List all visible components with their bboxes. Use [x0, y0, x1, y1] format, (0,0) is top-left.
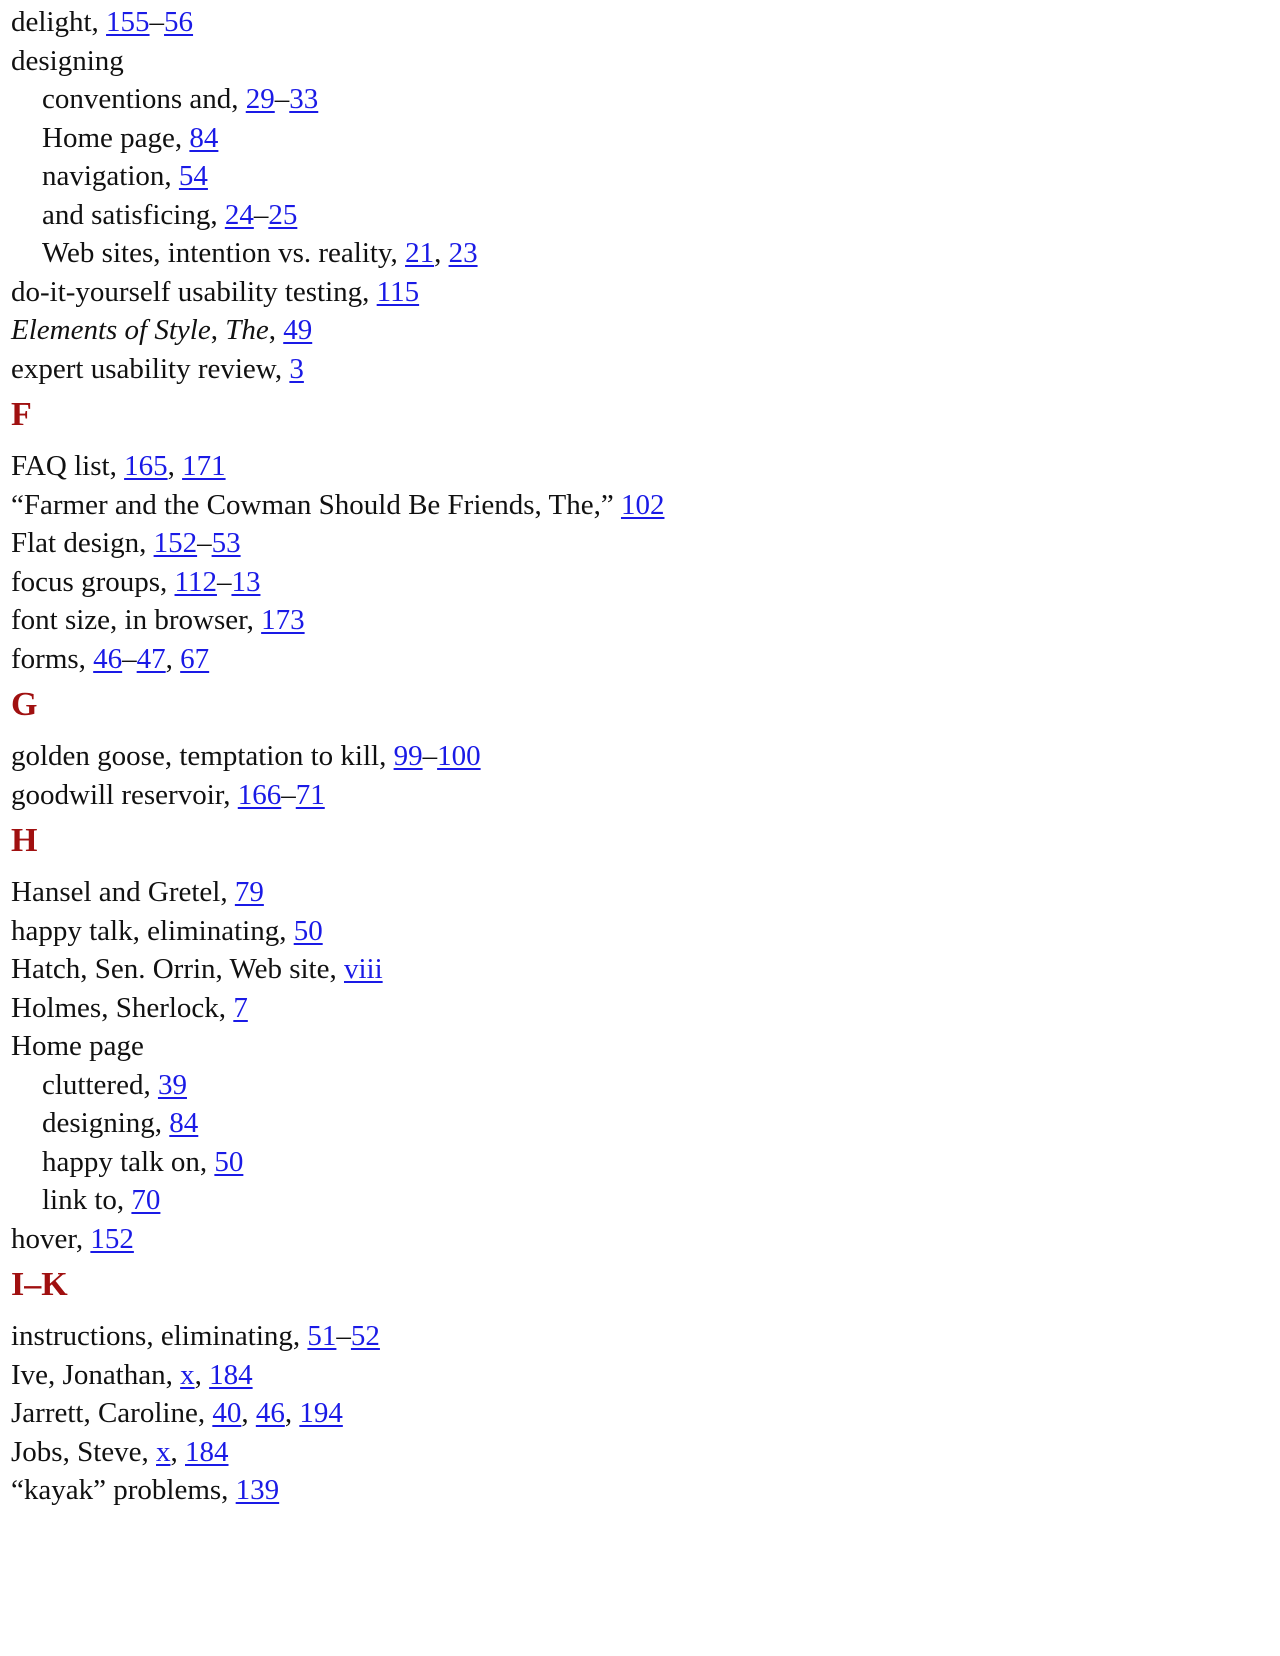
page-reference-link[interactable]: 67: [180, 642, 210, 675]
page-reference-link[interactable]: 23: [448, 237, 478, 269]
index-entry: [11, 524, 1280, 563]
page-reference-link[interactable]: 56: [164, 6, 194, 38]
page-reference-link[interactable]: 53: [211, 527, 241, 559]
index-term-text: Jarrett, Caroline,: [11, 1397, 213, 1429]
index-subentry: [11, 1143, 1280, 1182]
index-term-text: Web sites, intention vs. reality,: [42, 237, 406, 269]
index-subentry: [11, 119, 1280, 158]
index-term-text: ,: [241, 1397, 256, 1429]
index-subentry: [11, 1104, 1280, 1143]
page-reference-link[interactable]: 50: [293, 914, 323, 947]
index-term-text: and satisficing,: [42, 198, 225, 231]
index-entry: [11, 1394, 1280, 1433]
index-term-text: Hansel and Gretel,: [11, 876, 235, 908]
page-reference-link[interactable]: 115: [376, 275, 420, 308]
index-term-text: –: [422, 740, 438, 772]
index-term-text: designing: [11, 44, 124, 77]
index-term-text: –: [122, 642, 137, 675]
index-term-text: happy talk on,: [42, 1145, 215, 1178]
index-term-text: Home page,: [42, 121, 190, 154]
index-subentry: [11, 80, 1280, 119]
index-entry: [11, 3, 1280, 42]
page-reference-link[interactable]: 100: [437, 740, 481, 772]
index-term-text: ,: [284, 1397, 300, 1429]
index-term-text: Hatch, Sen. Orrin, Web site,: [11, 953, 344, 985]
index-term-text: cluttered,: [42, 1068, 158, 1101]
page-reference-link[interactable]: 184: [185, 1435, 229, 1468]
page-reference-link[interactable]: 49: [283, 314, 313, 346]
index-term-text: do-it-yourself usability testing,: [11, 275, 377, 308]
page-reference-link[interactable]: 21: [405, 237, 435, 269]
index-term-text: Jobs, Steve,: [11, 1435, 156, 1468]
index-term-text: golden goose, temptation to kill,: [11, 740, 394, 772]
index-subentry: [11, 157, 1280, 196]
page-reference-link[interactable]: 173: [261, 604, 305, 636]
index-entry: [11, 1356, 1280, 1395]
page-reference-link[interactable]: 166: [237, 778, 282, 811]
index-term-text: –: [253, 198, 269, 231]
page-reference-link[interactable]: 54: [178, 160, 208, 192]
page-reference-link[interactable]: viii: [343, 953, 383, 985]
page-reference-link[interactable]: 46: [93, 642, 123, 675]
index-entry: [11, 1220, 1280, 1259]
page-reference-link[interactable]: 39: [157, 1068, 187, 1101]
index-term-text: Home page: [11, 1030, 144, 1062]
index-entry: [11, 737, 1280, 776]
index-term-text: Holmes, Sherlock,: [11, 991, 234, 1024]
index-term-text: ,: [167, 450, 183, 482]
index-subentry: [11, 196, 1280, 235]
page-reference-link[interactable]: 50: [214, 1145, 244, 1178]
index-entry: [11, 1433, 1280, 1472]
index-entry: [11, 776, 1280, 815]
index-entry: [11, 1317, 1280, 1356]
index-term-text: “Farmer and the Cowman Should Be Friends, The,”: [11, 488, 621, 521]
index-term-text: hover,: [11, 1222, 91, 1255]
index-term-text: ,: [165, 642, 181, 675]
index-term-text: –: [216, 565, 232, 598]
index-term-text: –: [149, 6, 165, 38]
index-entry: [11, 912, 1280, 951]
index-term-text: goodwill reservoir,: [11, 778, 238, 811]
page-reference-link[interactable]: 24: [224, 198, 254, 231]
index-term-text: conventions and,: [42, 83, 246, 115]
page-reference-link[interactable]: 84: [189, 121, 219, 154]
index-term-text: “kayak” problems,: [11, 1474, 236, 1506]
index-section-letter: G: [11, 686, 38, 723]
page-reference-link[interactable]: 46: [255, 1397, 285, 1429]
page-reference-link[interactable]: x: [156, 1435, 171, 1468]
index-entry: [11, 950, 1280, 989]
page-reference-link[interactable]: 152: [90, 1222, 134, 1255]
page-reference-link[interactable]: 152: [153, 527, 198, 559]
index-term-text: instructions, eliminating,: [11, 1320, 308, 1352]
index-term-text: The: [225, 314, 269, 346]
index-term-text: font size, in browser,: [11, 604, 262, 636]
index-entry: [11, 873, 1280, 912]
index-term-text: Flat design,: [11, 527, 154, 559]
page-reference-link[interactable]: 13: [231, 565, 261, 598]
page-reference-link[interactable]: 3: [289, 352, 304, 385]
page-reference-link[interactable]: 99: [393, 740, 423, 772]
page-reference-link[interactable]: 40: [212, 1397, 242, 1429]
index-term-text: delight,: [11, 6, 107, 38]
index-subentry: [11, 1181, 1280, 1220]
index-term-text: forms,: [11, 642, 94, 675]
index-entry: [11, 989, 1280, 1028]
page-reference-link[interactable]: 29: [245, 83, 275, 115]
page-reference-link[interactable]: 33: [289, 83, 319, 115]
page-reference-link[interactable]: 7: [233, 991, 248, 1024]
page-reference-link[interactable]: 25: [268, 198, 298, 231]
index-entry: [11, 350, 1280, 389]
index-entry: [11, 563, 1280, 602]
page-reference-link[interactable]: 51: [307, 1320, 337, 1352]
page-reference-link[interactable]: 70: [131, 1184, 161, 1216]
page-reference-link[interactable]: 171: [182, 450, 226, 482]
page-reference-link[interactable]: 155: [106, 6, 150, 38]
index-term-text: Elements of Style: [11, 314, 211, 346]
index-term-text: link to,: [42, 1184, 132, 1216]
page-reference-link[interactable]: 194: [299, 1397, 343, 1429]
index-entry: [11, 311, 1280, 350]
page-reference-link[interactable]: 112: [174, 565, 217, 598]
index-term-text: navigation,: [42, 160, 179, 192]
index-entry: [11, 640, 1280, 679]
index-term-text: happy talk, eliminating,: [11, 914, 294, 947]
index-section-letter: H: [11, 822, 38, 859]
page-reference-link[interactable]: x: [180, 1358, 195, 1391]
index-term-text: expert usability review,: [11, 352, 290, 385]
index-entry: [11, 601, 1280, 640]
page-reference-link[interactable]: 84: [169, 1107, 199, 1139]
index-section-letter: I–K: [11, 1266, 68, 1303]
page-reference-link[interactable]: 71: [295, 778, 325, 811]
page-reference-link[interactable]: 139: [235, 1474, 280, 1506]
index-term-text: –: [197, 527, 212, 559]
index-entry: [11, 273, 1280, 312]
index-entry: [11, 1027, 1280, 1066]
page-reference-link[interactable]: 52: [350, 1320, 380, 1352]
index-entry: [11, 486, 1280, 525]
index-term-text: Ive, Jonathan,: [11, 1358, 181, 1391]
index-term-text: ,: [210, 314, 226, 346]
index-entry: [11, 447, 1280, 486]
index-term-text: ,: [434, 237, 449, 269]
page-reference-link[interactable]: 184: [209, 1358, 253, 1391]
index-term-text: FAQ list,: [11, 450, 125, 482]
page-reference-link[interactable]: 102: [620, 488, 665, 521]
page-reference-link[interactable]: 47: [136, 642, 166, 675]
index-entry: [11, 42, 1280, 81]
index-subentry: [11, 234, 1280, 273]
index-subentry: [11, 1066, 1280, 1105]
index-term-text: ,: [194, 1358, 210, 1391]
index-term-text: focus groups,: [11, 565, 175, 598]
index-term-text: –: [274, 83, 290, 115]
index-term-text: –: [336, 1320, 351, 1352]
index-section-letter: F: [11, 396, 32, 433]
index-term-text: ,: [170, 1435, 185, 1468]
index-entry: [11, 1471, 1280, 1510]
page-reference-link[interactable]: 79: [234, 876, 264, 908]
index-term-text: ,: [268, 314, 284, 346]
index-term-text: designing,: [42, 1107, 170, 1139]
page-reference-link[interactable]: 165: [124, 450, 168, 482]
index-term-text: –: [281, 778, 296, 811]
